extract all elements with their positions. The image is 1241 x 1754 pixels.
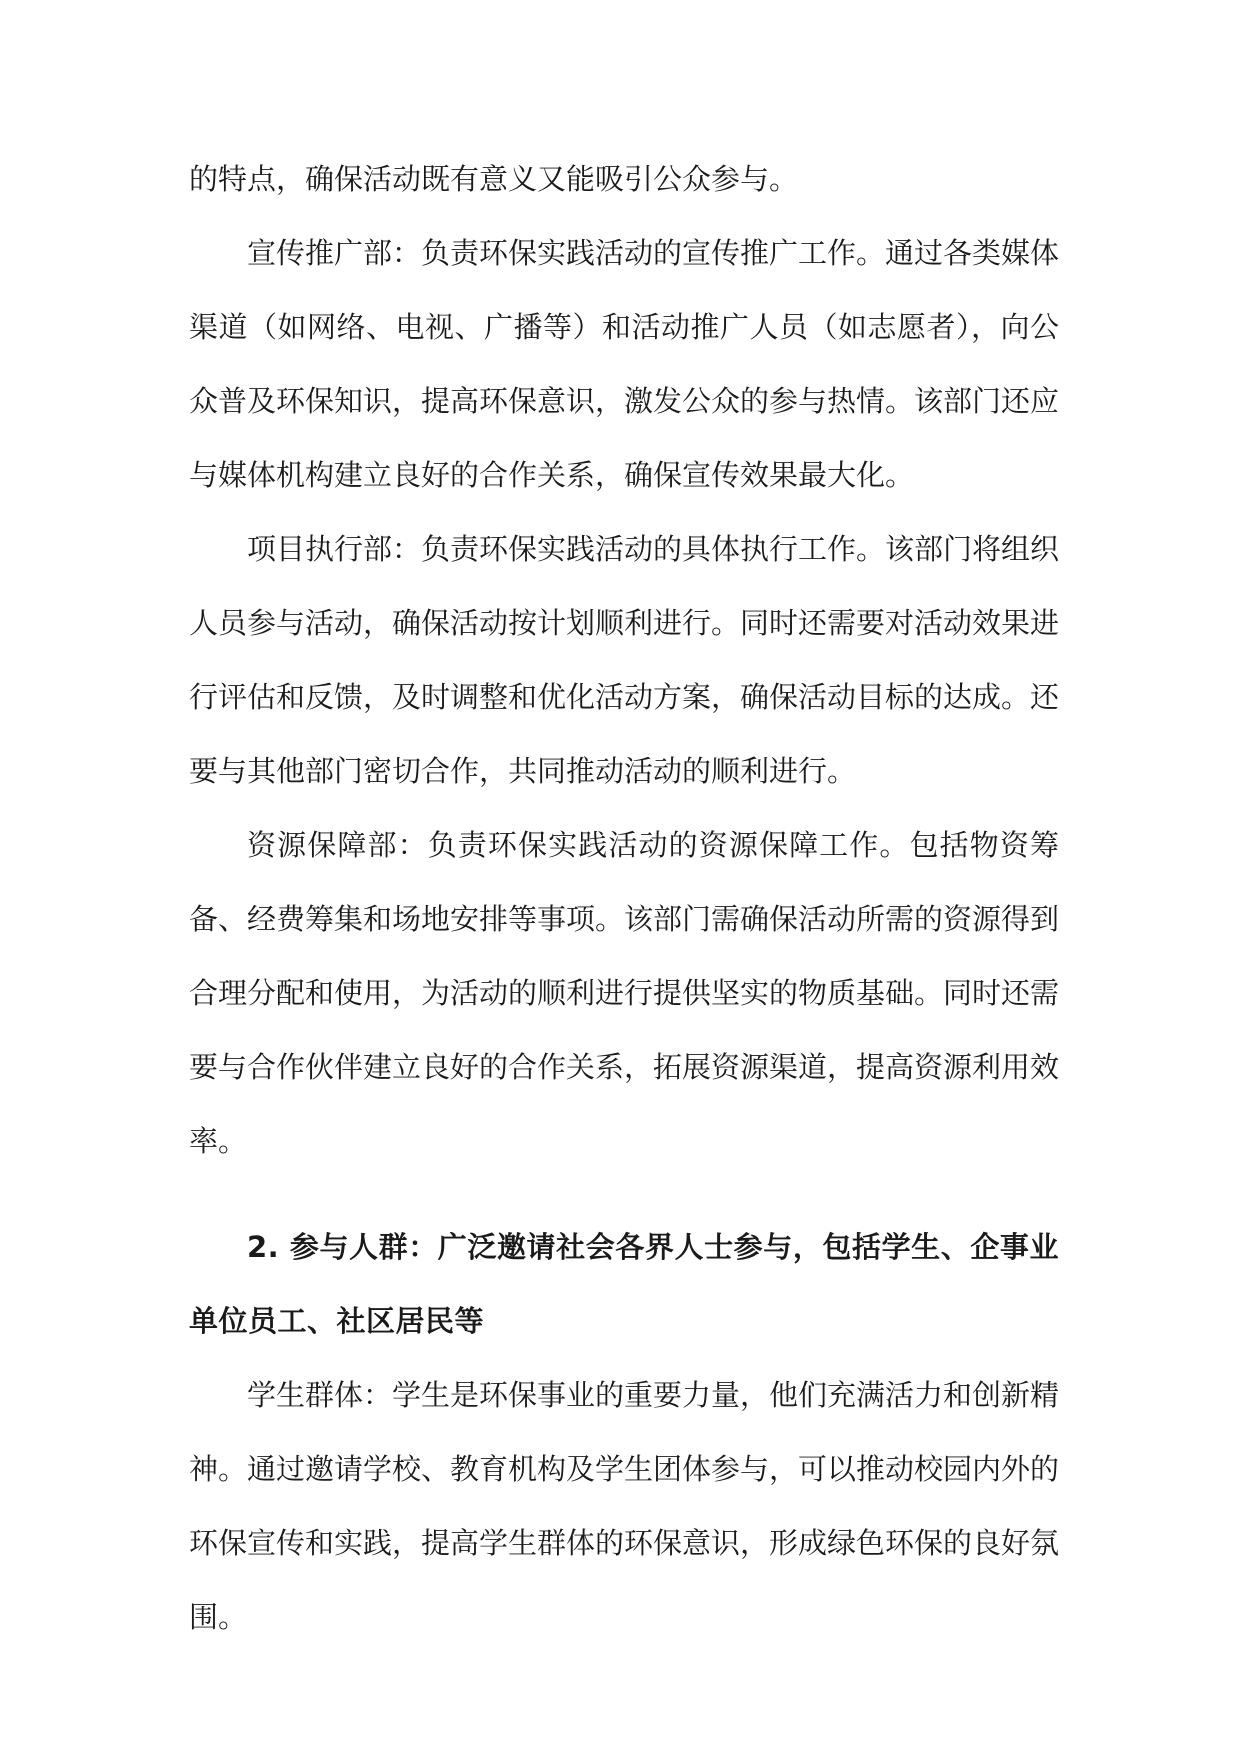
paragraph-execution-dept: 项目执行部：负责环保实践活动的具体执行工作。该部门将组织人员参与活动，确保活动按计划顺利进行。同时还需要对活动效果进行评估和反馈，及时调整和优化活动方案，确保活动目标的达成。还要与其他部门密切合作，共同推动活动的顺利进行。 (189, 532, 1060, 788)
document-body (189, 142, 1059, 1654)
paragraph-resource-dept: 资源保障部：负责环保实践活动的资源保障工作。包括物资筹备、经费筹集和场地安排等事项。该部门需确保活动所需的资源得到合理分配和使用，为活动的顺利进行提供坚实的物质基础。同时还需要与合作伙伴建立良好的合作关系，拓展资源渠道，提高资源利用效率。 (189, 828, 1060, 1158)
paragraph-continuation: 的特点，确保活动既有意义又能吸引公众参与。 (189, 162, 799, 196)
section-heading-participants: 2. 参与人群：广泛邀请社会各界人士参与，包括学生、企事业单位员工、社区居民等 (189, 1230, 1059, 1338)
paragraph-publicity-dept: 宣传推广部：负责环保实践活动的宣传推广工作。通过各类媒体渠道（如网络、电视、广播等）和活动推广人员（如志愿者），向公众普及环保知识，提高环保意识，激发公众的参与热情。该部门还应与媒体机构建立良好的合作关系，确保宣传效果最大化。 (189, 236, 1060, 492)
paragraph-student-group: 学生群体：学生是环保事业的重要力量，他们充满活力和创新精神。通过邀请学校、教育机构及学生团体参与，可以推动校园内外的环保宣传和实践，提高学生群体的环保意识，形成绿色环保的良好氛围。 (189, 1378, 1060, 1634)
